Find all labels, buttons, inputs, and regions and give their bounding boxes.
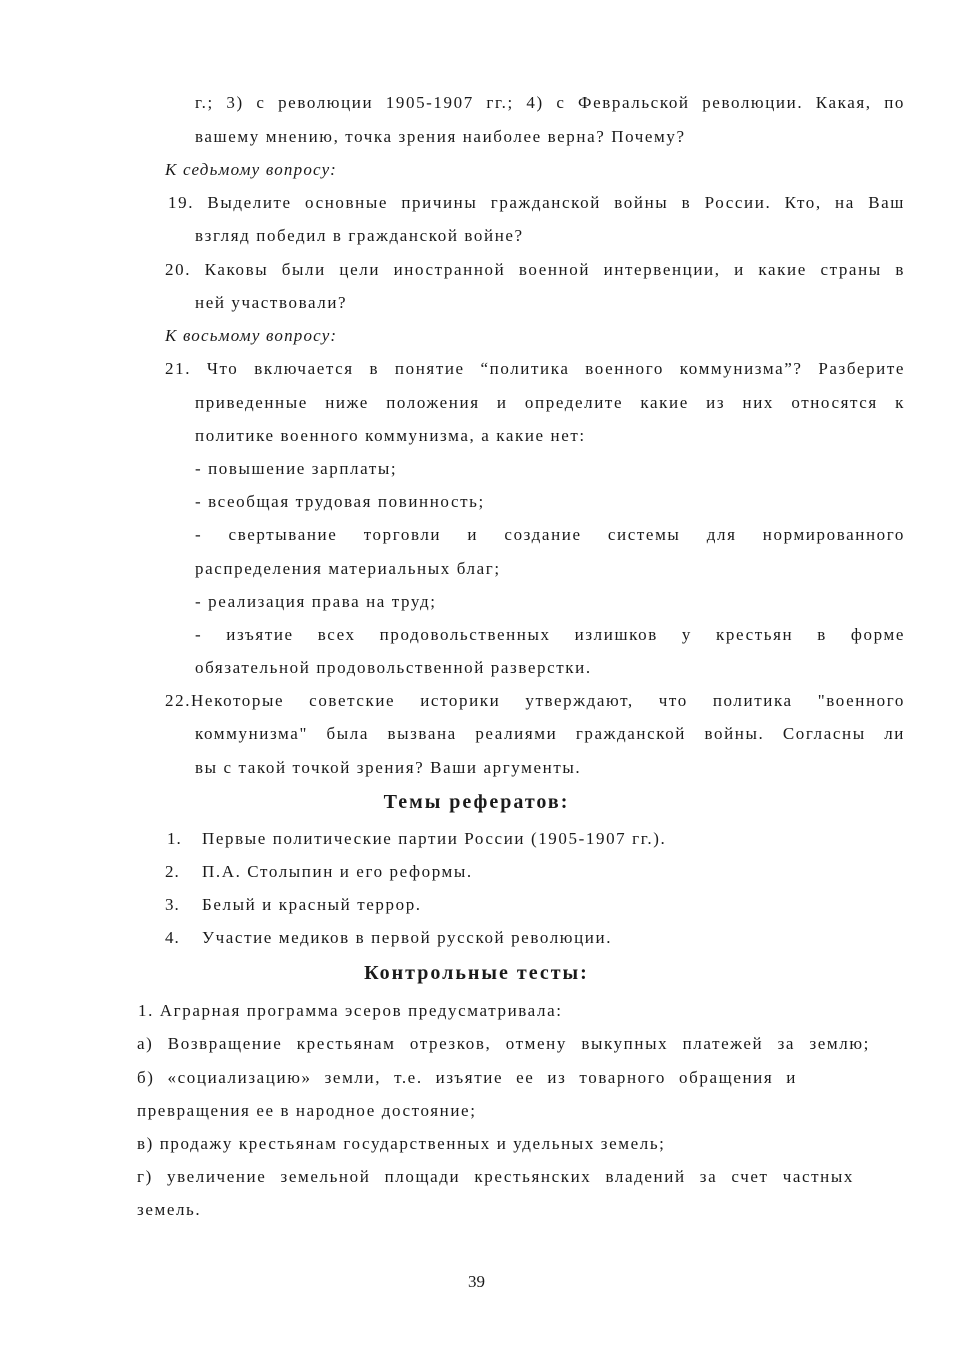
question-22: 22.Некоторые советские историки утверждают, что политика "военного <box>165 691 905 710</box>
bullet-item: - реализация права на труд; <box>195 592 437 611</box>
test-option-g: г) увеличение земельной площади крестьянских владений за счет частных <box>137 1167 854 1186</box>
section-label-seventh: К седьмому вопросу: <box>165 160 338 179</box>
question-21-cont: политике военного коммунизма, а какие нет: <box>195 426 586 445</box>
question-19-cont: взгляд победил в гражданской войне? <box>195 226 524 245</box>
bullet-item: - всеобщая трудовая повинность; <box>195 492 485 511</box>
test-option-b-cont: превращения ее в народное достояние; <box>137 1101 477 1120</box>
topic-number: 4. <box>165 928 180 947</box>
bullet-item-cont: обязательной продовольственной разверстки. <box>195 658 592 677</box>
question-21-cont: приведенные ниже положения и определите какие из них относятся к <box>195 393 905 412</box>
topic-number: 1. <box>167 829 182 848</box>
bullet-item: - свертывание торговли и создание системы для нормированного <box>195 525 905 544</box>
question-20: 20. Каковы были цели иностранной военной интервенции, и какие страны в <box>165 260 905 279</box>
question-20-cont: ней участвовали? <box>195 293 348 312</box>
topics-heading: Темы рефератов: <box>383 791 570 813</box>
topic-item: Первые политические партии России (1905-1907 гг.). <box>202 829 667 848</box>
topic-item: Участие медиков в первой русской революции. <box>202 928 613 947</box>
tests-heading: Контрольные тесты: <box>364 962 589 984</box>
topic-number: 3. <box>165 895 180 914</box>
question-19: 19. Выделите основные причины гражданской войны в России. Кто, на Ваш <box>168 193 905 212</box>
topic-item: П.А. Столыпин и его реформы. <box>202 862 473 881</box>
question-22-cont: коммунизма" была вызвана реалиями гражданской войны. Согласны ли <box>195 724 905 743</box>
section-label-eighth: К восьмому вопросу: <box>165 326 338 345</box>
bullet-item-cont: распределения материальных благ; <box>195 559 501 578</box>
topic-number: 2. <box>165 862 180 881</box>
question-22-cont: вы с такой точкой зрения? Ваши аргументы. <box>195 758 582 777</box>
question-21: 21. Что включается в понятие “политика военного коммунизма”? Разберите <box>165 359 905 378</box>
test-option-g-cont: земель. <box>137 1200 202 1219</box>
page-number: 39 <box>468 1272 485 1291</box>
test-option-v: в) продажу крестьянам государственных и удельных земель; <box>137 1134 666 1153</box>
test-question: 1. Аграрная программа эсеров предусматривала: <box>138 1001 563 1020</box>
topic-item: Белый и красный террор. <box>202 895 422 914</box>
paragraph-line: вашему мнению, точка зрения наиболее верна? Почему? <box>195 127 686 146</box>
test-option-b: б) «социализацию» земли, т.е. изъятие ее из товарного обращения и <box>137 1068 797 1087</box>
paragraph-line: г.; 3) с революции 1905-1907 гг.; 4) с Февральской революции. Какая, по <box>195 93 905 112</box>
bullet-item: - повышение зарплаты; <box>195 459 398 478</box>
bullet-item: - изъятие всех продовольственных излишков у крестьян в форме <box>195 625 905 644</box>
test-option-a: а) Возвращение крестьянам отрезков, отмену выкупных платежей за землю; <box>137 1034 870 1053</box>
